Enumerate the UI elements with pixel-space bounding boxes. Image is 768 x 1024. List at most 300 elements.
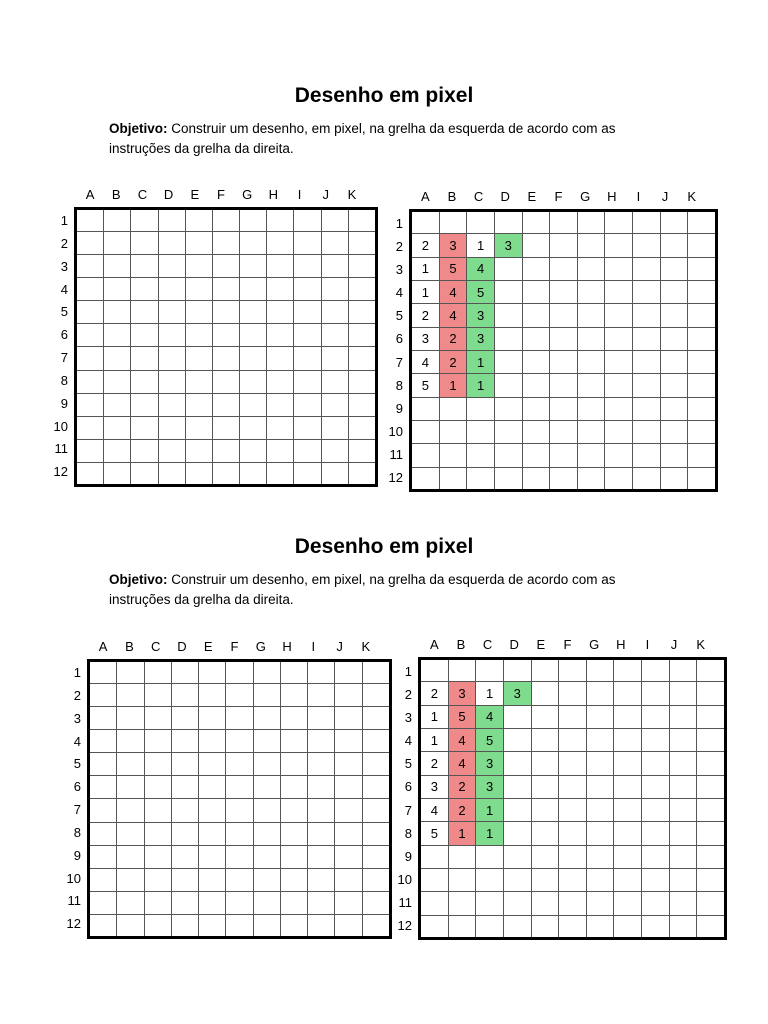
grid-cell[interactable] [185,232,212,255]
grid-cell[interactable] [294,439,321,462]
grid-cell[interactable] [253,776,280,799]
grid-cell[interactable] [199,730,226,753]
grid-cell[interactable] [212,278,239,301]
grid-cell[interactable] [308,914,335,937]
grid-cell[interactable] [226,799,253,822]
grid-cell[interactable] [308,845,335,868]
grid-cell[interactable] [158,347,185,370]
grid-cell[interactable] [321,393,348,416]
grid-cell[interactable] [267,209,294,232]
grid-cell[interactable] [335,845,362,868]
grid-cell[interactable] [335,661,362,684]
grid-cell[interactable] [308,891,335,914]
grid-cell[interactable] [362,776,390,799]
grid-cell[interactable] [321,370,348,393]
grid-cell[interactable] [335,868,362,891]
grid-cell [660,350,688,373]
grid-cell[interactable] [131,416,158,439]
grid-cell[interactable] [199,914,226,937]
grid-cell[interactable] [212,209,239,232]
grid-cell[interactable] [158,324,185,347]
grid-cell[interactable] [199,661,226,684]
grid-cell [697,892,726,915]
grid-cell[interactable] [348,324,376,347]
grid-cell [633,257,661,280]
grid-cell[interactable] [267,439,294,462]
grid-cell[interactable] [212,301,239,324]
grid-cell[interactable] [158,439,185,462]
grid-cell[interactable] [117,776,144,799]
grid-cell[interactable] [348,278,376,301]
grid-cell[interactable] [362,799,390,822]
grid-cell[interactable] [240,324,267,347]
grid-cell[interactable] [89,776,117,799]
grid-cell[interactable] [294,393,321,416]
grid-cell[interactable] [212,370,239,393]
grid-cell[interactable] [321,462,348,485]
grid-cell[interactable] [240,232,267,255]
grid-cell[interactable] [158,209,185,232]
grid-cell[interactable] [240,393,267,416]
grid-cell [586,682,614,705]
grid-cell[interactable] [294,278,321,301]
grid-cell[interactable] [362,661,390,684]
grid-row [76,462,377,485]
grid-cell: 3 [503,682,531,705]
grid-cell[interactable] [171,776,198,799]
grid-cell [476,845,504,868]
grid-cell[interactable] [76,439,104,462]
grid-cell[interactable] [253,684,280,707]
grid-cell[interactable] [226,845,253,868]
grid-cell[interactable] [104,255,131,278]
grid-cell[interactable] [335,684,362,707]
row-label: 7 [404,802,412,818]
grid-cell[interactable] [131,255,158,278]
grid-cell [522,211,550,234]
grid-cell[interactable] [321,347,348,370]
grid-cell[interactable] [199,845,226,868]
grid-cell[interactable] [294,347,321,370]
grid-cell[interactable] [171,753,198,776]
grid-cell[interactable] [199,822,226,845]
grid-cell[interactable] [131,439,158,462]
grid-cell[interactable] [335,730,362,753]
grid-cell[interactable] [335,891,362,914]
grid-cell[interactable] [348,370,376,393]
grid-cell[interactable] [362,845,390,868]
grid-cell[interactable] [76,416,104,439]
grid-cell[interactable] [89,707,117,730]
grid-cell[interactable] [171,868,198,891]
grid-cell[interactable] [321,439,348,462]
grid-cell[interactable] [131,209,158,232]
grid-cell[interactable] [226,891,253,914]
grid-cell: 1 [439,374,467,397]
grid-cell[interactable] [131,462,158,485]
grid-cell [688,304,717,327]
grid-cell[interactable] [131,278,158,301]
grid-cell[interactable] [104,301,131,324]
grid-cell[interactable] [226,684,253,707]
grid-cell [531,868,559,891]
grid-cell[interactable] [267,416,294,439]
grid-cell[interactable] [212,347,239,370]
grid-cell[interactable] [144,684,171,707]
grid-cell[interactable] [171,845,198,868]
grid-cell[interactable] [226,822,253,845]
grid-cell[interactable] [117,891,144,914]
grid-cell[interactable] [89,753,117,776]
grid-cell[interactable] [158,278,185,301]
grid-cell[interactable] [348,439,376,462]
grid-cell[interactable] [131,347,158,370]
grid-cell[interactable] [240,255,267,278]
grid-cell[interactable] [362,730,390,753]
grid-cell [605,444,633,467]
grid-cell[interactable] [253,753,280,776]
grid-cell[interactable] [144,845,171,868]
grid-cell[interactable] [362,753,390,776]
grid-cell[interactable] [144,799,171,822]
grid-cell[interactable] [294,324,321,347]
grid-cell [688,397,717,420]
grid-cell[interactable] [362,707,390,730]
grid-cell[interactable] [76,301,104,324]
grid-cell[interactable] [294,255,321,278]
grid-cell[interactable] [321,278,348,301]
grid-cell[interactable] [280,891,307,914]
grid-cell[interactable] [253,891,280,914]
grid-cell[interactable] [144,661,171,684]
grid-cell[interactable] [335,914,362,937]
grid-cell[interactable] [89,684,117,707]
grid-cell[interactable] [335,753,362,776]
grid-cell: 3 [494,234,522,257]
grid-cell[interactable] [240,462,267,485]
grid-cell[interactable] [226,661,253,684]
grid-cell[interactable] [253,822,280,845]
grid-cell[interactable] [294,232,321,255]
grid-cell[interactable] [185,439,212,462]
grid-cell[interactable] [158,370,185,393]
grid-cell[interactable] [117,753,144,776]
grid-cell[interactable] [144,707,171,730]
grid-cell[interactable] [117,868,144,891]
grid-cell[interactable] [185,278,212,301]
grid-cell[interactable] [226,707,253,730]
grid-cell[interactable] [280,730,307,753]
grid-cell[interactable] [89,868,117,891]
grid-cell[interactable] [76,370,104,393]
grid-cell[interactable] [362,868,390,891]
grid-cell[interactable] [267,347,294,370]
grid-cell: 5 [411,374,440,397]
grid-cell[interactable] [335,822,362,845]
grid-cell[interactable] [294,209,321,232]
grid-cell[interactable] [280,868,307,891]
grid-cell[interactable] [308,684,335,707]
grid-cell[interactable] [185,301,212,324]
grid-cell[interactable] [240,209,267,232]
grid-cell[interactable] [171,730,198,753]
row-label: 7 [73,802,81,817]
grid-cell[interactable] [280,914,307,937]
grid-cell[interactable] [144,753,171,776]
grid-cell[interactable] [104,416,131,439]
grid-cell[interactable] [89,914,117,937]
grid-cell[interactable] [158,301,185,324]
grid-cell[interactable] [348,416,376,439]
grid-cell [697,659,726,682]
column-label: C [482,637,493,652]
grid-cell[interactable] [158,232,185,255]
grid-cell[interactable] [240,439,267,462]
grid-cell[interactable] [308,799,335,822]
grid-row [411,304,717,327]
grid-cell: 5 [420,822,449,845]
grid-cell[interactable] [117,914,144,937]
grid-cell[interactable] [171,799,198,822]
grid-cell[interactable] [158,462,185,485]
grid-cell[interactable] [253,845,280,868]
grid-cell[interactable] [199,684,226,707]
grid-cell[interactable] [185,347,212,370]
grid-cell[interactable] [131,232,158,255]
grid-cell[interactable] [308,776,335,799]
grid-cell[interactable] [267,278,294,301]
grid-cell[interactable] [212,416,239,439]
grid-cell[interactable] [294,301,321,324]
grid-cell[interactable] [267,324,294,347]
grid-cell[interactable] [308,822,335,845]
grid-cell[interactable] [362,914,390,937]
grid-cell[interactable] [158,416,185,439]
grid-cell[interactable] [294,370,321,393]
grid-cell[interactable] [267,301,294,324]
grid-cell[interactable] [117,707,144,730]
grid-cell[interactable] [89,891,117,914]
grid-cell[interactable] [308,730,335,753]
grid-cell[interactable] [104,324,131,347]
grid-cell[interactable] [185,416,212,439]
grid-cell[interactable] [185,255,212,278]
grid-cell[interactable] [171,684,198,707]
grid-cell[interactable] [104,393,131,416]
grid-cell[interactable] [253,914,280,937]
grid-cell[interactable] [185,324,212,347]
grid-cell[interactable] [308,868,335,891]
grid-cell[interactable] [117,822,144,845]
grid-cell[interactable] [226,753,253,776]
grid-cell[interactable] [171,661,198,684]
grid-cell[interactable] [280,845,307,868]
grid-cell[interactable] [321,324,348,347]
grid-cell [633,350,661,373]
grid-cell[interactable] [171,891,198,914]
grid-cell[interactable] [267,462,294,485]
grid-cell[interactable] [104,278,131,301]
grid-cell[interactable] [185,209,212,232]
grid-cell[interactable] [131,393,158,416]
grid-cell[interactable] [199,799,226,822]
grid-cell[interactable] [240,370,267,393]
grid-cell[interactable] [280,684,307,707]
grid-cell[interactable] [280,776,307,799]
grid-cell[interactable] [362,684,390,707]
grid-cell[interactable] [199,868,226,891]
grid-cell[interactable] [212,255,239,278]
grid-row [89,822,391,845]
row-label: 3 [60,258,68,274]
grid-cell[interactable] [212,439,239,462]
grid-cell[interactable] [321,416,348,439]
grid-cell[interactable] [76,232,104,255]
grid-cell[interactable] [348,232,376,255]
grid-cell[interactable] [267,393,294,416]
grid-cell[interactable] [308,661,335,684]
grid-cell[interactable] [212,232,239,255]
grid-cell[interactable] [348,209,376,232]
grid-cell[interactable] [104,370,131,393]
grid-cell[interactable] [199,707,226,730]
grid-cell[interactable] [76,278,104,301]
grid-cell[interactable] [253,868,280,891]
grid-row [76,324,377,347]
grid-cell[interactable] [171,914,198,937]
grid-cell[interactable] [76,209,104,232]
grid-cell[interactable] [321,255,348,278]
grid-cell[interactable] [185,370,212,393]
grid-cell[interactable] [199,753,226,776]
grid-cell[interactable] [199,776,226,799]
grid-cell[interactable] [280,753,307,776]
grid-cell[interactable] [335,799,362,822]
grid-cell[interactable] [240,416,267,439]
grid-cell[interactable] [348,347,376,370]
grid-cell[interactable] [185,462,212,485]
grid-cell[interactable] [144,914,171,937]
grid-cell[interactable] [335,776,362,799]
grid-cell[interactable] [104,232,131,255]
grid-cell[interactable] [212,324,239,347]
grid-cell[interactable] [280,822,307,845]
grid-cell[interactable] [104,439,131,462]
grid-cell[interactable] [89,845,117,868]
grid-cell[interactable] [294,416,321,439]
grid-cell[interactable] [280,707,307,730]
grid-cell[interactable] [76,393,104,416]
grid-cell[interactable] [348,255,376,278]
grid-cell[interactable] [144,776,171,799]
grid-cell[interactable] [212,462,239,485]
grid-cell[interactable] [308,707,335,730]
grid-cell[interactable] [240,347,267,370]
grid-cell[interactable] [104,462,131,485]
grid-cell[interactable] [171,822,198,845]
grid-cell[interactable] [362,822,390,845]
grid-cell[interactable] [240,278,267,301]
grid-cell[interactable] [253,730,280,753]
grid-cell[interactable] [89,661,117,684]
grid-cell[interactable] [321,232,348,255]
grid-cell[interactable] [253,707,280,730]
grid-cell[interactable] [144,868,171,891]
grid-cell[interactable] [280,799,307,822]
grid-cell[interactable] [89,730,117,753]
grid-cell [420,868,449,891]
grid-cell [586,752,614,775]
grid-cell[interactable] [267,255,294,278]
grid-cell[interactable] [226,914,253,937]
grid-cell[interactable] [131,370,158,393]
grid-cell[interactable] [144,730,171,753]
grid-cell[interactable] [240,301,267,324]
grid-cell[interactable] [144,891,171,914]
grid-cell[interactable] [158,255,185,278]
grid-cell[interactable] [294,462,321,485]
grid-cell[interactable] [104,209,131,232]
grid-cell: 3 [411,327,440,350]
grid-cell[interactable] [321,301,348,324]
grid-cell[interactable] [267,232,294,255]
grid-cell[interactable] [348,301,376,324]
grid-cell[interactable] [348,462,376,485]
grid-cell[interactable] [76,462,104,485]
grid-cell[interactable] [253,661,280,684]
grid-cell[interactable] [226,868,253,891]
grid-cell[interactable] [76,324,104,347]
grid-cell [550,211,578,234]
grid-cell[interactable] [76,347,104,370]
grid-cell[interactable] [76,255,104,278]
grid-cell[interactable] [321,209,348,232]
grid-cell[interactable] [158,393,185,416]
grid-cell[interactable] [212,393,239,416]
grid-cell[interactable] [267,370,294,393]
grid-cell[interactable] [117,799,144,822]
grid-cell [503,822,531,845]
grid-cell[interactable] [89,799,117,822]
row-label: 12 [66,916,81,932]
grid-cell [614,845,642,868]
grid-cell[interactable] [226,730,253,753]
grid-cell[interactable] [144,822,171,845]
grid-cell[interactable] [117,661,144,684]
grid-cell[interactable] [117,730,144,753]
grid-cell[interactable] [117,684,144,707]
grid-cell[interactable] [199,891,226,914]
grid-cell[interactable] [280,661,307,684]
grid-cell[interactable] [185,393,212,416]
grid-cell[interactable] [171,707,198,730]
grid-cell[interactable] [117,845,144,868]
grid-cell[interactable] [131,301,158,324]
grid-cell[interactable] [89,822,117,845]
grid-cell: 1 [411,280,440,303]
grid-cell[interactable] [253,799,280,822]
grid-cell[interactable] [308,753,335,776]
grid-cell[interactable] [335,707,362,730]
grid-cell[interactable] [104,347,131,370]
grid-cell[interactable] [131,324,158,347]
column-label: I [311,639,316,654]
grid-cell [411,420,440,443]
grid-cell[interactable] [226,776,253,799]
grid-cell[interactable] [362,891,390,914]
grid-cell [531,798,559,821]
grid-cell[interactable] [348,393,376,416]
